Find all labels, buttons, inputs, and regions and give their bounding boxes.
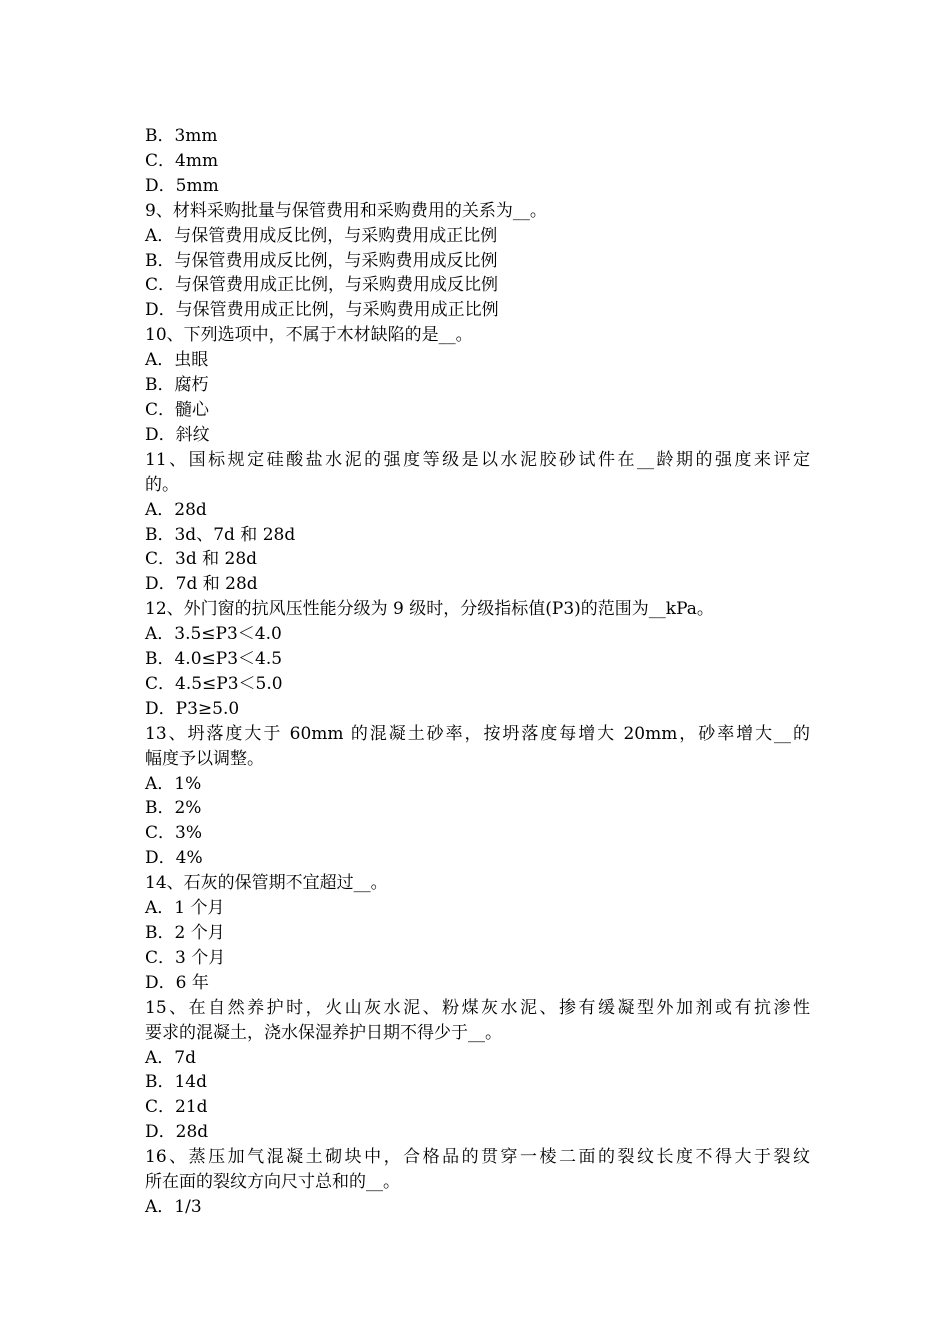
answer-option: C．与保管费用成正比例，与采购费用成反比例 — [145, 275, 499, 296]
answer-option: C．21d — [145, 1097, 208, 1118]
answer-option: D．与保管费用成正比例，与采购费用成正比例 — [145, 300, 499, 321]
answer-option: D．7d 和 28d — [145, 574, 258, 595]
answer-option: C．3d 和 28d — [145, 549, 258, 570]
answer-option: B．14d — [145, 1072, 208, 1093]
answer-option: D．5mm — [145, 175, 219, 196]
question-line: 15、在自然养护时，火山灰水泥、粉煤灰水泥、掺有缓凝型外加剂或有抗渗性 — [145, 997, 810, 1018]
question-line: 9、材料采购批量与保管费用和采购费用的关系为__。 — [145, 200, 547, 221]
question-text — [145, 871, 810, 896]
question-text — [145, 199, 810, 224]
answer-option: A．1% — [145, 773, 202, 794]
answer-option: A．28d — [145, 499, 207, 520]
answer-option: C．3% — [145, 823, 202, 844]
answer-option: A．与保管费用成反比例，与采购费用成正比例 — [145, 225, 498, 246]
answer-option: B．3mm — [145, 126, 218, 146]
answer-option: B．与保管费用成反比例，与采购费用成反比例 — [145, 250, 498, 271]
answer-option: A．3.5≤P3＜4.0 — [145, 624, 282, 645]
answer-option: A．虫眼 — [145, 350, 209, 371]
answer-option: B．腐朽 — [145, 375, 209, 396]
answer-option: D．6 年 — [145, 972, 209, 993]
answer-option: A．1 个月 — [145, 898, 225, 919]
question-text — [145, 323, 810, 348]
answer-option: A．7d — [145, 1047, 196, 1068]
question-line: 所在面的裂纹方向尺寸总和的__。 — [145, 1172, 400, 1193]
question-text — [145, 448, 810, 498]
question-line: 10、下列选项中，不属于木材缺陷的是__。 — [145, 325, 473, 346]
answer-option: C．4mm — [145, 150, 219, 171]
answer-option: B．4.0≤P3＜4.5 — [145, 649, 283, 670]
answer-option: B．3d、7d 和 28d — [145, 524, 296, 545]
question-line: 16、蒸压加气混凝土砌块中，合格品的贯穿一棱二面的裂纹长度不得大于裂纹 — [145, 1147, 810, 1168]
document-body — [145, 124, 810, 1220]
question-text — [145, 597, 810, 622]
answer-option: C．4.5≤P3＜5.0 — [145, 673, 283, 694]
answer-option: D．斜纹 — [145, 424, 210, 445]
question-text — [145, 996, 810, 1046]
question-line: 幅度予以调整。 — [145, 748, 264, 769]
question-line: 要求的混凝土，浇水保湿养护日期不得少于__。 — [145, 1022, 502, 1043]
answer-option: D．28d — [145, 1122, 209, 1143]
question-text — [145, 1145, 810, 1195]
question-line: 13、坍落度大于 60mm 的混凝土砂率，按坍落度每增大 20mm，砂率增大__的 — [145, 723, 810, 744]
question-line: 12、外门窗的抗风压性能分级为 9 级时，分级指标值(P3)的范围为__kPa。 — [145, 599, 714, 620]
answer-option: C．3 个月 — [145, 947, 226, 968]
question-line: 的。 — [145, 474, 179, 495]
answer-option: B．2% — [145, 798, 202, 819]
question-line: 14、石灰的保管期不宜超过__。 — [145, 873, 388, 894]
answer-option: B．2 个月 — [145, 923, 225, 943]
answer-option: D．4% — [145, 848, 203, 869]
question-line: 11、国标规定硅酸盐水泥的强度等级是以水泥胶砂试件在__龄期的强度来评定 — [145, 449, 810, 470]
question-text — [145, 722, 810, 772]
answer-option: D．P3≥5.0 — [145, 698, 240, 719]
answer-option: A．1/3 — [145, 1196, 202, 1217]
answer-option: C．髓心 — [145, 399, 210, 420]
